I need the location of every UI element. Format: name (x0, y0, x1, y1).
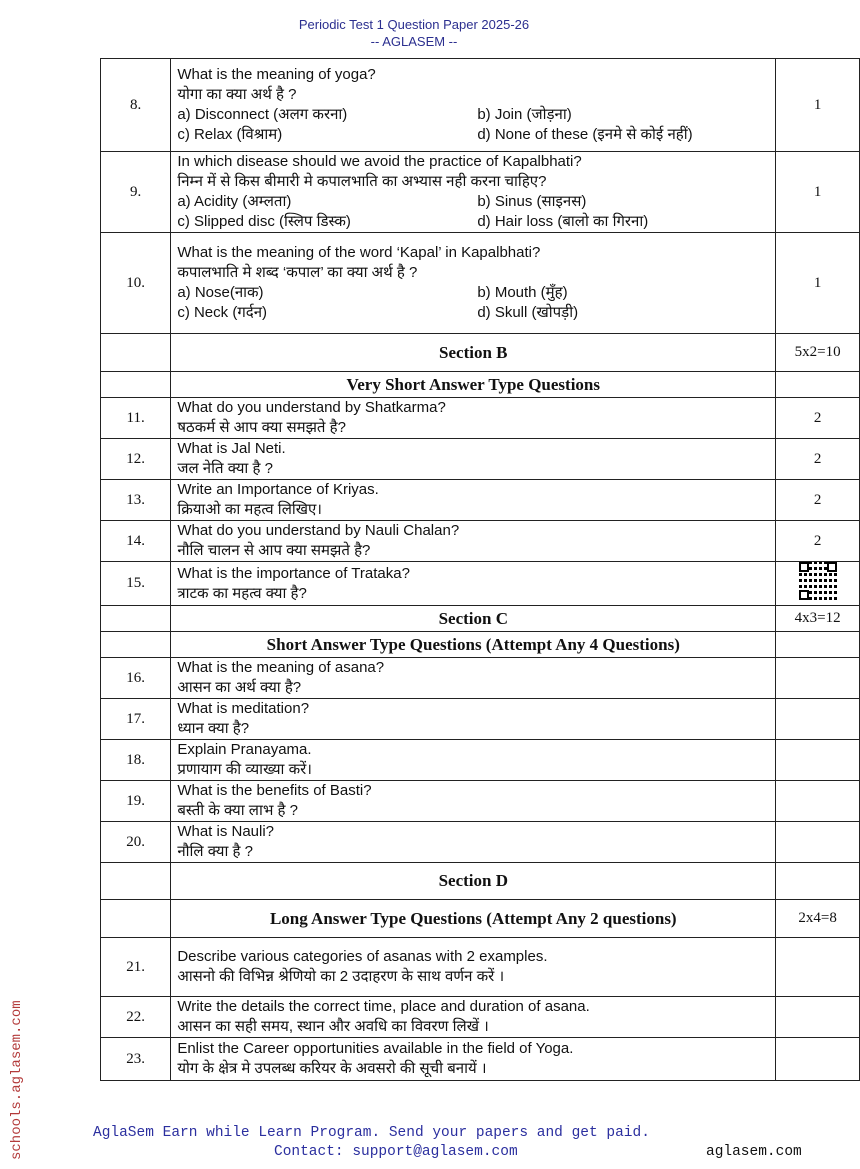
question-hindi: षठकर्म से आप क्या समझते है? (177, 419, 346, 436)
option: d) Skull (खोपड़ी) (477, 304, 579, 321)
question-number: 12. (101, 439, 171, 480)
section-row (101, 863, 860, 900)
footer-site[interactable]: aglasem.com (706, 1144, 802, 1160)
question-hindi: नौलि क्या है ? (177, 843, 253, 860)
question-number: 14. (101, 521, 171, 562)
marks-cell: 1 (776, 233, 860, 334)
question-number: 22. (101, 997, 171, 1038)
question-english: Enlist the Career opportunities available in the field of Yoga. (177, 1040, 574, 1057)
option: c) Neck (गर्दन) (177, 304, 268, 321)
question-hindi: नौलि चालन से आप क्या समझते है? (177, 542, 371, 559)
marks-cell (776, 822, 860, 863)
marks-cell: 4x3=12 (776, 606, 860, 632)
question-english: Write an Importance of Kriyas. (177, 481, 379, 498)
question-english: In which disease should we avoid the practice of Kapalbhati? (177, 153, 582, 170)
row-number-cell (101, 632, 171, 658)
option: b) Sinus (साइनस) (477, 193, 587, 210)
section-heading: Section C (171, 606, 776, 632)
question-hindi: योग के क्षेत्र मे उपलब्ध करियर के अवसरो की सूची बनायें । (177, 1060, 487, 1077)
question-english: Describe various categories of asanas with 2 examples. (177, 948, 548, 965)
question-number: 8. (101, 59, 171, 152)
question-number: 13. (101, 480, 171, 521)
marks-cell (776, 997, 860, 1038)
question-row (101, 938, 860, 997)
question-english: What is the meaning of asana? (177, 659, 385, 676)
row-number-cell (101, 372, 171, 398)
options-line (177, 212, 775, 232)
marks-cell: 2x4=8 (776, 900, 860, 938)
question-row (101, 699, 860, 740)
question-hindi: आसन का सही समय, स्थान और अवधि का विवरण लिखें । (177, 1018, 489, 1035)
options-line (177, 125, 775, 145)
options-line (177, 105, 775, 125)
paper-title: Periodic Test 1 Question Paper 2025-26 (298, 17, 530, 32)
question-english: What is the meaning of yoga? (177, 66, 376, 83)
option: a) Acidity (अम्लता) (177, 193, 292, 210)
question-text (171, 740, 776, 781)
section-row (101, 606, 860, 632)
option: c) Slipped disc (स्लिप डिस्क) (177, 213, 351, 230)
marks-cell (776, 699, 860, 740)
question-number: 15. (101, 562, 171, 606)
question-row (101, 398, 860, 439)
question-text (171, 59, 776, 152)
question-row (101, 1038, 860, 1081)
marks-cell (776, 863, 860, 900)
section-row (101, 372, 860, 398)
question-english: What is the meaning of the word ‘Kapal’ in Kapalbhati? (177, 244, 541, 261)
question-english: What is the benefits of Basti? (177, 782, 372, 799)
question-text (171, 233, 776, 334)
question-number: 17. (101, 699, 171, 740)
marks-cell (776, 658, 860, 699)
marks-cell (776, 632, 860, 658)
options-line (177, 192, 775, 212)
option: a) Disconnect (अलग करना) (177, 106, 348, 123)
marks-cell: 5x2=10 (776, 334, 860, 372)
footer-promo: AglaSem Earn while Learn Program. Send your papers and get paid. (93, 1125, 650, 1141)
question-hindi: कपालभाति मे शब्द ‘कपाल’ का क्या अर्थ है ? (177, 264, 418, 281)
question-text (171, 1038, 776, 1081)
marks-cell (776, 372, 860, 398)
marks-cell: 2 (776, 521, 860, 562)
marks-cell: 2 (776, 439, 860, 480)
question-hindi: निम्न में से किस बीमारी मे कपालभाति का अभ्यास नही करना चाहिए? (177, 173, 547, 190)
marks-cell (776, 1038, 860, 1081)
section-heading: Very Short Answer Type Questions (171, 372, 776, 398)
question-hindi: प्रणायाग की व्याख्या करें। (177, 761, 312, 778)
marks-cell: 2 (776, 398, 860, 439)
question-row (101, 521, 860, 562)
question-text (171, 997, 776, 1038)
marks-cell: 1 (776, 59, 860, 152)
question-row (101, 658, 860, 699)
question-text (171, 398, 776, 439)
question-english: What is the importance of Trataka? (177, 564, 410, 582)
option: c) Relax (विश्राम) (177, 126, 283, 143)
question-text (171, 658, 776, 699)
options-line (177, 303, 775, 323)
question-hindi: आसन का अर्थ क्या है? (177, 679, 302, 696)
question-hindi: त्राटक का महत्व क्या है? (177, 584, 307, 602)
qr-code-icon (799, 562, 837, 600)
marks-cell (776, 781, 860, 822)
section-row (101, 900, 860, 938)
question-english: What is meditation? (177, 700, 310, 717)
question-number: 20. (101, 822, 171, 863)
option: b) Mouth (मुँह) (477, 284, 568, 301)
question-row (101, 740, 860, 781)
row-number-cell (101, 334, 171, 372)
question-text (171, 439, 776, 480)
question-number: 23. (101, 1038, 171, 1081)
option: d) Hair loss (बालो का गिरना) (477, 213, 649, 230)
question-text (171, 781, 776, 822)
question-number: 18. (101, 740, 171, 781)
question-text (171, 521, 776, 562)
paper-subtitle: -- AGLASEM -- (370, 34, 458, 49)
question-hindi: क्रियाओ का महत्व लिखिए। (177, 501, 322, 518)
option: b) Join (जोड़ना) (477, 106, 572, 123)
marks-cell: 2 (776, 480, 860, 521)
question-number: 21. (101, 938, 171, 997)
question-text (171, 699, 776, 740)
marks-cell (776, 938, 860, 997)
section-row (101, 632, 860, 658)
section-heading: Section B (171, 334, 776, 372)
question-text (171, 822, 776, 863)
question-row (101, 480, 860, 521)
row-number-cell (101, 900, 171, 938)
options-line (177, 283, 775, 303)
question-text (171, 938, 776, 997)
question-row (101, 59, 860, 152)
question-text (171, 480, 776, 521)
question-row (101, 439, 860, 480)
question-english: What do you understand by Shatkarma? (177, 399, 446, 416)
question-hindi: योगा का क्या अर्थ है ? (177, 86, 297, 103)
footer-contact[interactable]: Contact: support@aglasem.com (274, 1144, 518, 1160)
question-hindi: आसनो की विभिन्न श्रेणियो का 2 उदाहरण के साथ वर्णन करें । (177, 968, 505, 985)
question-row (101, 997, 860, 1038)
row-number-cell (101, 606, 171, 632)
question-row (101, 152, 860, 233)
question-row (101, 822, 860, 863)
question-row (101, 781, 860, 822)
question-hindi: बस्ती के क्या लाभ है ? (177, 802, 299, 819)
question-number: 16. (101, 658, 171, 699)
question-hindi: ध्यान क्या है? (177, 720, 250, 737)
question-number: 11. (101, 398, 171, 439)
question-number: 19. (101, 781, 171, 822)
question-number: 10. (101, 233, 171, 334)
marks-cell (776, 740, 860, 781)
question-english: What is Jal Neti. (177, 440, 286, 457)
question-hindi: जल नेति क्या है ? (177, 460, 273, 477)
question-row (101, 233, 860, 334)
row-number-cell (101, 863, 171, 900)
option: d) None of these (इनमे से कोई नहीं) (477, 126, 693, 143)
option: a) Nose(नाक) (177, 284, 264, 301)
question-number: 9. (101, 152, 171, 233)
question-english: Write the details the correct time, place and duration of asana. (177, 998, 590, 1015)
question-english: What do you understand by Nauli Chalan? (177, 522, 460, 539)
section-heading: Section D (171, 863, 776, 900)
question-text (171, 152, 776, 233)
question-table (100, 58, 860, 1081)
section-heading: Long Answer Type Questions (Attempt Any 2 questions) (171, 900, 776, 938)
section-row (101, 334, 860, 372)
marks-cell (776, 562, 860, 606)
question-english: What is Nauli? (177, 823, 275, 840)
section-heading: Short Answer Type Questions (Attempt Any 4 Questions) (171, 632, 776, 658)
question-row (101, 562, 860, 606)
question-text (171, 562, 776, 606)
question-english: Explain Pranayama. (177, 741, 312, 758)
watermark: schools.aglasem.com (9, 1000, 25, 1160)
marks-cell: 1 (776, 152, 860, 233)
